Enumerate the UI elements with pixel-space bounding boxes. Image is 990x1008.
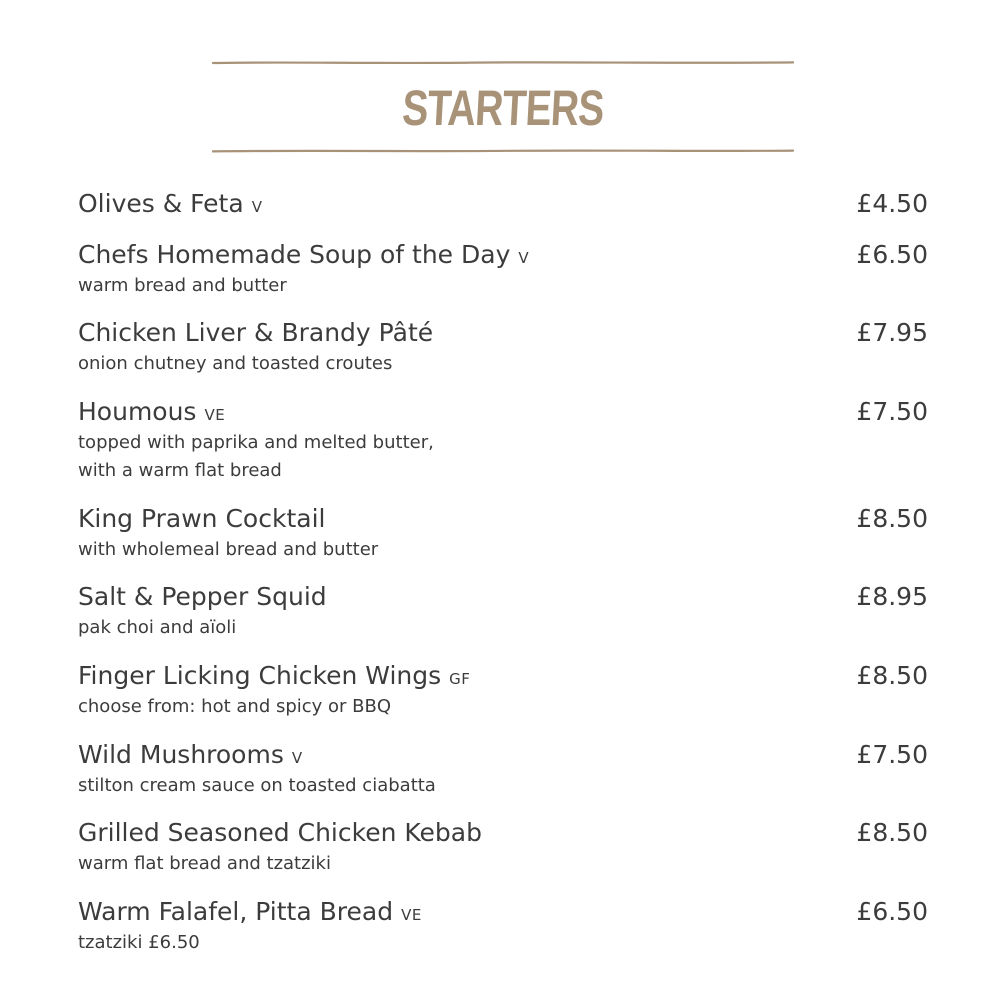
menu-item-price: £8.50 bbox=[856, 661, 928, 690]
menu-item bbox=[78, 238, 928, 300]
menu-item-name: Warm Falafel, Pitta Bread bbox=[78, 897, 394, 926]
menu-item-price: £7.50 bbox=[856, 740, 928, 769]
menu-item-price: £7.95 bbox=[856, 318, 928, 347]
menu-item-heading bbox=[78, 816, 928, 850]
section-title: STARTERS bbox=[400, 80, 606, 136]
header-bottom-rule bbox=[212, 148, 794, 154]
menu-item-heading bbox=[78, 659, 928, 693]
menu-item-price: £8.50 bbox=[856, 818, 928, 847]
dietary-tag: V bbox=[291, 749, 303, 767]
menu-item-heading bbox=[78, 187, 928, 221]
menu-item-heading bbox=[78, 738, 928, 772]
menu-item-description: with wholemeal bread and butter bbox=[78, 539, 379, 560]
menu-item-name: Houmous bbox=[78, 397, 197, 426]
menu-item bbox=[78, 316, 928, 378]
dietary-tag: V bbox=[518, 249, 530, 267]
dietary-tag: GF bbox=[449, 670, 471, 688]
menu-item bbox=[78, 816, 928, 878]
menu-item-name: Grilled Seasoned Chicken Kebab bbox=[78, 818, 482, 847]
menu-item-name: Olives & Feta bbox=[78, 189, 244, 218]
menu-item bbox=[78, 580, 928, 642]
menu-item-heading bbox=[78, 316, 928, 350]
menu-item-heading bbox=[78, 238, 928, 272]
menu-item-name: Chicken Liver & Brandy Pâté bbox=[78, 318, 434, 347]
menu-item-description: warm bread and butter bbox=[78, 275, 287, 296]
menu-item-heading bbox=[78, 502, 928, 536]
menu-item-description: topped with paprika and melted butter, bbox=[78, 432, 434, 453]
menu-item-name: Chefs Homemade Soup of the Day bbox=[78, 240, 511, 269]
menu-item-description: with a warm flat bread bbox=[78, 460, 282, 481]
menu-item-description: tzatziki £6.50 bbox=[78, 932, 200, 953]
section-header bbox=[212, 60, 794, 158]
menu-item-description: choose from: hot and spicy or BBQ bbox=[78, 696, 392, 717]
menu-item bbox=[78, 895, 928, 957]
menu-item-price: £6.50 bbox=[856, 897, 928, 926]
menu-item bbox=[78, 502, 928, 564]
dietary-tag: VE bbox=[401, 906, 422, 924]
dietary-tag: V bbox=[251, 198, 263, 216]
menu-item bbox=[78, 187, 928, 221]
menu-item-description: onion chutney and toasted croutes bbox=[78, 353, 393, 374]
menu-item-price: £6.50 bbox=[856, 240, 928, 269]
menu-item-description: warm flat bread and tzatziki bbox=[78, 853, 331, 874]
dietary-tag: VE bbox=[204, 406, 226, 424]
menu-item bbox=[78, 659, 928, 721]
menu-item-description: stilton cream sauce on toasted ciabatta bbox=[78, 775, 436, 796]
menu-item-heading bbox=[78, 395, 928, 429]
menu-item-name: Finger Licking Chicken Wings bbox=[78, 661, 442, 690]
menu-item-description: pak choi and aïoli bbox=[78, 617, 237, 638]
menu-item-heading bbox=[78, 895, 928, 929]
menu-item-name: Salt & Pepper Squid bbox=[78, 582, 327, 611]
header-top-rule bbox=[212, 60, 794, 66]
menu-item-price: £8.95 bbox=[856, 582, 928, 611]
menu-item-price: £8.50 bbox=[856, 504, 928, 533]
menu-item-price: £7.50 bbox=[856, 397, 928, 426]
menu-item-heading bbox=[78, 580, 928, 614]
menu-item-name: King Prawn Cocktail bbox=[78, 504, 326, 533]
menu-item-price: £4.50 bbox=[856, 189, 928, 218]
menu-item bbox=[78, 395, 928, 485]
menu-item bbox=[78, 738, 928, 800]
menu-item-name: Wild Mushrooms bbox=[78, 740, 284, 769]
